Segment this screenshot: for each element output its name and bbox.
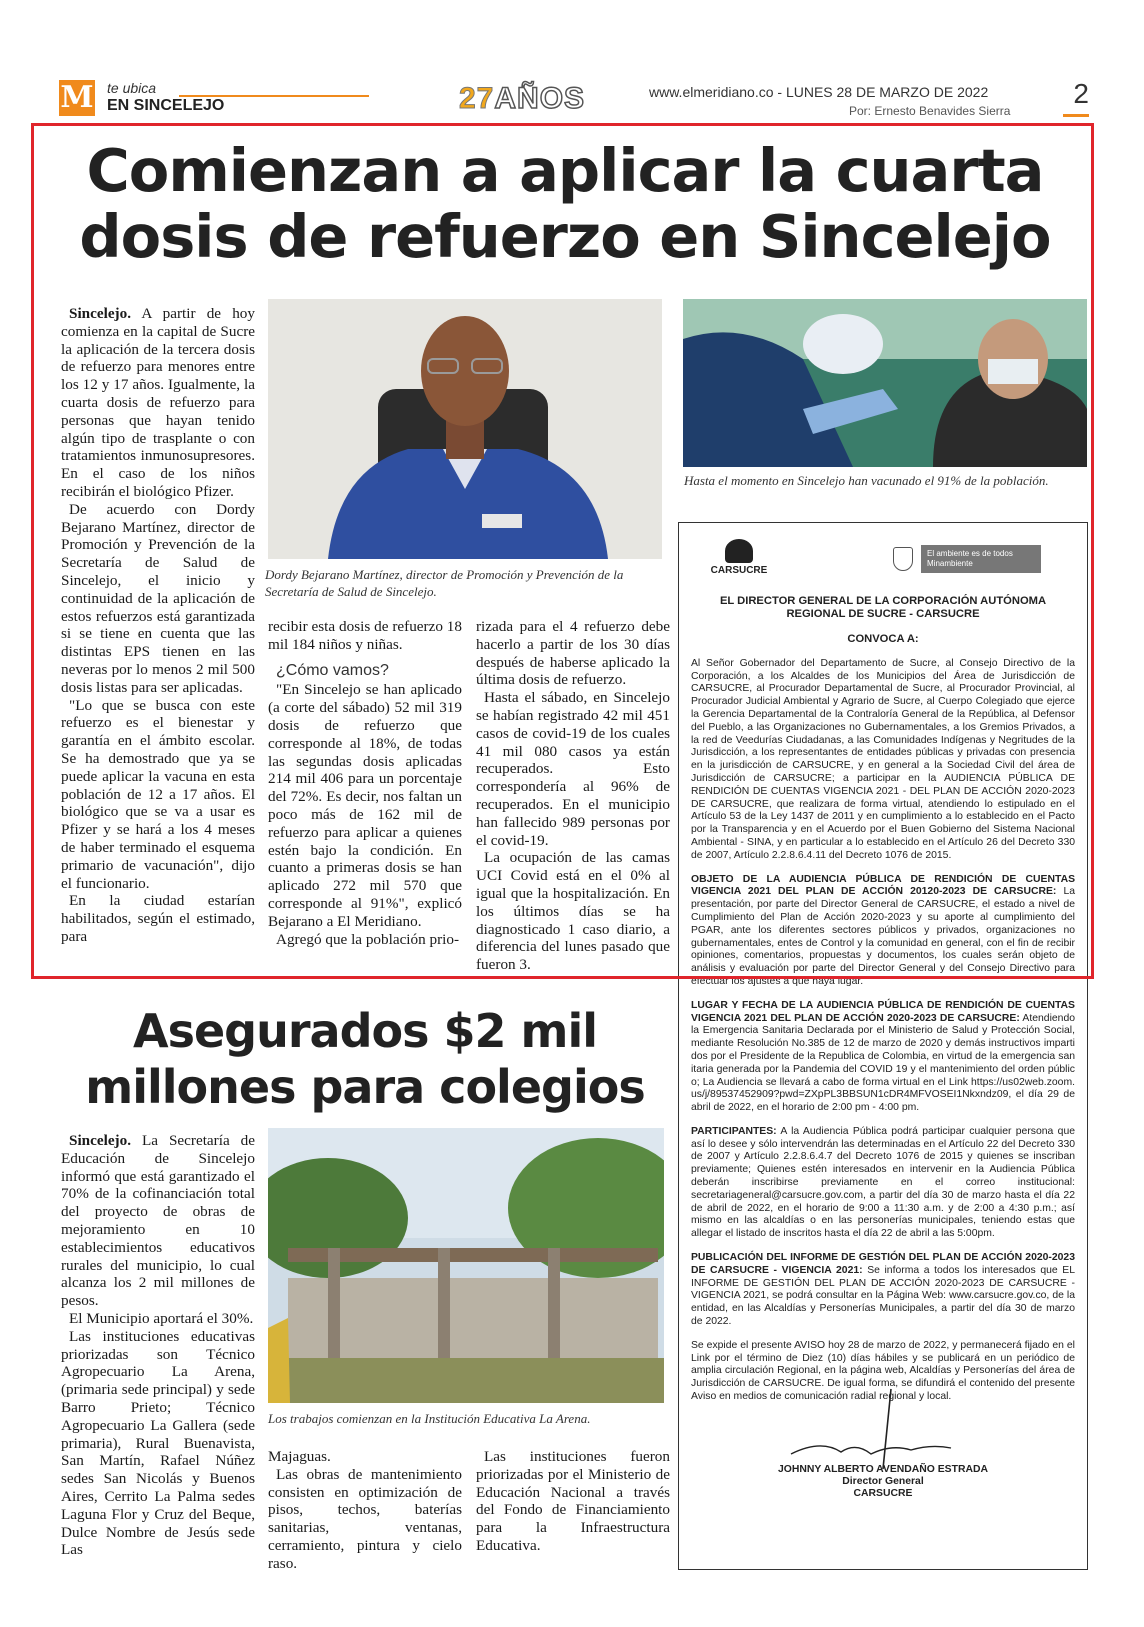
carsucre-logo-text: CARSUCRE: [710, 565, 768, 576]
notice-paragraph-text: Se informa a todos los interesados que EL INFORME DE GESTIÓN DEL PLAN DE ACCIÓN 2020-2023 DE CARSUCRE - VIGENCIA 2021, se podrá consultar en la Página Web: www.carsucre.gov.co, de la entidad, en las Alcaldías y Personerías Municipales, a partir del día 30 de marzo de 2022.: [691, 1264, 1075, 1328]
article1-paragraph: "En Sincelejo se han aplicado (a corte del sábado) 52 mil 319 dosis de refuerzo que corresponde al 18%, de todas las segundas dosis aplicadas 214 mil 406 para un porcentaje del 72%. Es decir, nos faltan un poco más de 162 mil de refuerzo para aplicar a quienes estén bajo la condición. En cuanto a primeras dosis se han aplicado 272 mil 570 que corresponde al 91%", explicó Bejarano a El Meridiano.: [268, 681, 462, 930]
signatory-role: Director General: [842, 1475, 924, 1487]
section-tag-small: te ubica: [107, 80, 157, 96]
anniversary-word: AÑOS: [494, 82, 586, 115]
article2-headline-line2: millones para colegios: [85, 1060, 645, 1114]
site-and-date: www.elmeridiano.co - LUNES 28 DE MARZO DE 2022: [649, 84, 989, 100]
byline: Por: Ernesto Benavides Sierra: [849, 104, 1011, 118]
notice-paragraph-text: La presentación, por parte del Director General de CARSUCRE, el estado a nivel de Cumplimiento del Plan de Acción 2020-2023 y su aporte al cumplimiento del PGAR, ante los diferentes sectores públicos y privados, organizaciones no gubernamentales, entes de Control y la comunidad en general, con el fin de recibir opiniones, comentarios, propuestas y documentos, los cuales serán objeto de análisis y evaluación por parte del Director General y del Consejo Directivo para efectuar los ajustes a que haya lugar.: [691, 886, 1075, 987]
anniversary-number: 27: [459, 82, 495, 115]
signature-scribble: [771, 1384, 971, 1474]
article2-column1: [61, 1132, 255, 1559]
anniversary-logo: [459, 82, 585, 116]
section-tag: EN SINCELEJO: [107, 97, 225, 114]
notice-title: EL DIRECTOR GENERAL DE LA CORPORACIÓN AUTÓNOMA REGIONAL DE SUCRE - CARSUCRE: [719, 595, 1047, 620]
school-works-illustration: [268, 1128, 664, 1403]
article1-subhead: ¿Cómo vamos?: [276, 661, 389, 679]
article2-paragraph: Majaguas.: [268, 1448, 331, 1465]
notice-paragraph-heading: LUGAR Y FECHA DE LA AUDIENCIA PÚBLICA DE RENDICIÓN DE CUENTAS VIGENCIA 2021 DEL PLAN DE ACCIÓN 2020-2023 DE CARSUCRE:: [691, 999, 1075, 1024]
dateline: Sincelejo.: [69, 305, 132, 322]
article2-headline: [60, 1003, 670, 1115]
article1-paragraph: recibir esta dosis de refuerzo 18 mil 184 niños y niñas.: [268, 618, 462, 653]
masthead: [59, 78, 1089, 120]
paragraph-text: El Municipio aportará el 30%.: [69, 1309, 254, 1327]
school-works-caption: Los trabajos comienzan en la Institución Educativa La Arena.: [268, 1411, 591, 1426]
notice-paragraph: [691, 1000, 1075, 1115]
article2-headline-line1: Asegurados $2 mil: [132, 1004, 597, 1058]
article1-paragraph: La ocupación de las camas UCI Covid está en el 0% al igual que la hospitalización. En los últimos días se ha diagnosticado 1 caso diario, a diferencia del lunes pasado que fueron 3.: [476, 849, 670, 974]
notice-paragraph-text: Atendiendo la Emergencia Sanitaria Declarada por el Ministerio de Salud y Protección Social, mediante Resolución No.385 de 12 de marzo de 2020 y demás instructivos impartidos por el Presidente de la Republica de Colombia, en virtud de la emergencia sanitaria generada por la Pandemia del COVID 19 y el mantenimiento del orden público; La Audiencia se llevará a cabo de forma virtual en el Link https://us02web.zoom.us/j/89537452909?pwd=ZXpPL3BBSUN1cDR4MFVOSEI1Nkxndz09, el día 29 de abril de 2022, en el horario de 2:00 pm - 4:00 pm.: [691, 1012, 1075, 1114]
notice-paragraph-text: A la Audiencia Pública podrá participar cualquier persona que así lo desee y sólo intervendrán las determinadas en el Artículo 22 del Decreto 330 de 2007 y Artículo 2.2.8.6.4.7 del Decreto 1076 de 2015 y quienes se inscriban previamente; Quienes estén interesados en intervenir en la Audiencia Pública deberán inscribirse previamente en el correo institucional: secretariageneral@carsucre.gov.com, a partir del día 30 de marzo hasta el día 22 de abril de 2022, en el horario de 9:00 a 11:30 a.m. y de 2:00 a 4:30 p.m.; así mismo en las alcaldías o en las personerías municipales, teniendo estas que allegar el listado de inscritos hasta el día 22 de abril a las 5:00pm.: [691, 1125, 1075, 1240]
paragraph-text: La Secretaría de Educación de Sincelejo informó que está garantizado el 70% de la cofinanciación total del proyecto de obras de mejoramiento en 10 establecimientos educativos rurales del municipio, lo cual alcanza los 2 mil millones de pesos.: [61, 1132, 255, 1310]
paragraph-text: Las instituciones educativas priorizadas son Técnico Agropecuario La Arena, (primaria sede principal) y sede Barro Prieto; Técnico Agropecuario La Gallera (sede primaria), Rural Buenavista, San Martín, Rafael Núñez sedes San Nicolás y Buenos Aires, Cerrito La Palma sedes Laguna Flor y Cruz del Beque, Dulce Nombre de Jesús sede Las: [61, 1327, 255, 1559]
notice-paragraph: Al Señor Gobernador del Departamento de Sucre, al Consejo Directivo de la Corporación, a los Alcaldes de los Municipios del Área de Jurisdicción de CARSUCRE, al Procurador Departamental de Sucre, al Procurador Provincial, al Procurador Judicial Ambiental y Agrario de Sucre, al Cuerpo Colegiado que ejerce la Gerencia Departamental de la Contraloría General de la República, al Defensor del Pueblo, a las Organizaciones no Gubernamentales, a los Gremios Privados, a la red de Veedurías Ciudadanas, a las Comunidades Indígenas y Negritudes de la Jurisdicción, a los representantes de entidades públicas y privadas con presencia en la jurisdicción de CARSUCRE, y en general a la Sociedad Civil del área de Jurisdicción de CARSUCRE; a participar en la AUDIENCIA PÚBLICA DE RENDICIÓN DE CUENTAS VIGENCIA 2021 - DEL PLAN DE ACCIÓN 2020-2023 DE CARSUCRE, que realizara de forma virtual, atendiendo lo estipulado en el Artículo 53 de la Ley 1437 de 2011 y en cumplimiento a lo establecido en el Pacto por la Transparencia y en el Acuerdo por el Buen Gobierno del Sistema Nacional Ambiental - SINA, y en particular a lo establecido en el Artículo 26 del Decreto 330 de 2007, Artículo 2.2.8.6.4.11 del Decreto 1076 de 2015.: [691, 657, 1075, 861]
page-number: 2: [1073, 78, 1089, 109]
paragraph-text: "Lo que se busca con este refuerzo es el bienestar y garantía en el ámbito escolar. Se ha demostrado que ya se puede aplicar la vacuna en esta población de 12 a 17 años. El biológico que se va a usar es Pfizer y se hará a los 4 meses de haber terminado el esquema primario de vacunación", dijo el funcionario.: [61, 696, 255, 892]
minambiente-logo: El ambiente es de todos Minambiente: [921, 545, 1041, 573]
signatory-organization: CARSUCRE: [853, 1487, 913, 1499]
paragraph-text: De acuerdo con Dordy Bejarano Martínez, director de Promoción y Prevención de la Secretaría de Salud de Sincelejo, el inicio y continuidad de la aplicación de estos refuerzos está garantizada si se tiene en cuenta que las distintas EPS tienen en las neveras por lo menos 2 mil 500 dosis listas para ser aplicadas.: [61, 500, 255, 696]
article2-paragraph: [61, 1132, 255, 1310]
vaccination-caption: Hasta el momento en Sincelejo han vacunado el 91% de la población.: [684, 473, 1049, 488]
notice-paragraph-heading: PUBLICACIÓN DEL INFORME DE GESTIÓN DEL PLAN DE ACCIÓN 2020-2023 DE CARSUCRE - VIGENCIA 2021:: [691, 1252, 1075, 1276]
article1-headline-line1: Comienzan a aplicar la cuarta: [86, 136, 1044, 205]
notice-paragraph-heading: OBJETO DE LA AUDIENCIA PÚBLICA DE RENDICIÓN DE CUENTAS VIGENCIA 2021 DEL PLAN DE ACCIÓN 20120-2023 DE CARSUCRE:: [691, 873, 1075, 898]
notice-paragraph: [691, 1126, 1075, 1241]
dateline: Sincelejo.: [69, 1132, 132, 1149]
article2-column2: [268, 1448, 462, 1573]
article1-paragraph: Hasta el sábado, en Sincelejo se habían registrado 42 mil 451 casos de covid-19 de los cuales 41 mil 080 casos ya están recuperados. Esto correspondería al 96% de recuperados. En el municipio han fallecido 989 personas por el covid-19.: [476, 689, 670, 849]
paragraph-text: En la ciudad estarían habilitados, según el estimado, para: [61, 892, 255, 945]
page-number-rule: [1063, 114, 1089, 117]
notice-signature: [691, 1464, 1075, 1500]
notice-paragraph-heading: PARTICIPANTES:: [691, 1125, 777, 1137]
article2-paragraph: Las obras de mantenimiento consisten en optimización de pisos, techos, baterías sanitarias, ventanas, cerramiento, pintura y cielo raso.: [268, 1465, 462, 1572]
article1-paragraph: rizada para el 4 refuerzo debe hacerlo a partir de los 30 días después de haberse aplicado la última dosis de refuerzo.: [476, 618, 670, 689]
notice-paragraph: [691, 1252, 1075, 1329]
highlight-frame: [31, 123, 1094, 979]
article2-paragraph: [61, 1328, 255, 1559]
school-works-photo: [268, 1128, 664, 1403]
notice-convoca: CONVOCA A:: [847, 633, 919, 645]
meridiano-logo: M: [60, 80, 94, 115]
signatory-name: JOHNNY ALBERTO AVENDAÑO ESTRADA: [778, 1463, 988, 1475]
article1-headline-line2: dosis de refuerzo en Sincelejo: [79, 202, 1051, 271]
article2-column3: [476, 1448, 670, 1555]
portrait-caption: Dordy Bejarano Martínez, director de Promoción y Prevención de la Secretaría de Salud de Sincelejo.: [265, 567, 624, 599]
notice-paragraph: Se expide el presente AVISO hoy 28 de marzo de 2022, y permanecerá fijado en el Link por el término de Diez (10) días hábiles y se publicará en un periódico de amplia circulación Regional, en la página web, Alcaldías y Personerías del área de Jurisdicción de CARSUCRE. De igual forma, se difundirá el contenido del presente Aviso en medios de comunicación radial regional y local.: [691, 1339, 1075, 1403]
paragraph-text: A partir de hoy comienza en la capital de Sucre la aplicación de la tercera dosis de refuerzo para menores entre los 12 y 17 años. Igualmente, la cuarta dosis de refuerzo para personas que hayan tenido algún tipo de trasplante o con tratamientos inmunosupresores. En el caso de los niños recibirán el biológico Pfizer.: [61, 305, 255, 500]
article2-paragraph: [61, 1310, 255, 1328]
article2-paragraph: Las instituciones fueron priorizadas por el Ministerio de Educación Nacional a través del Fondo de Financiamiento para la Infraestructura Educativa.: [476, 1448, 670, 1554]
article1-paragraph: Agregó que la población prio-: [276, 930, 460, 948]
